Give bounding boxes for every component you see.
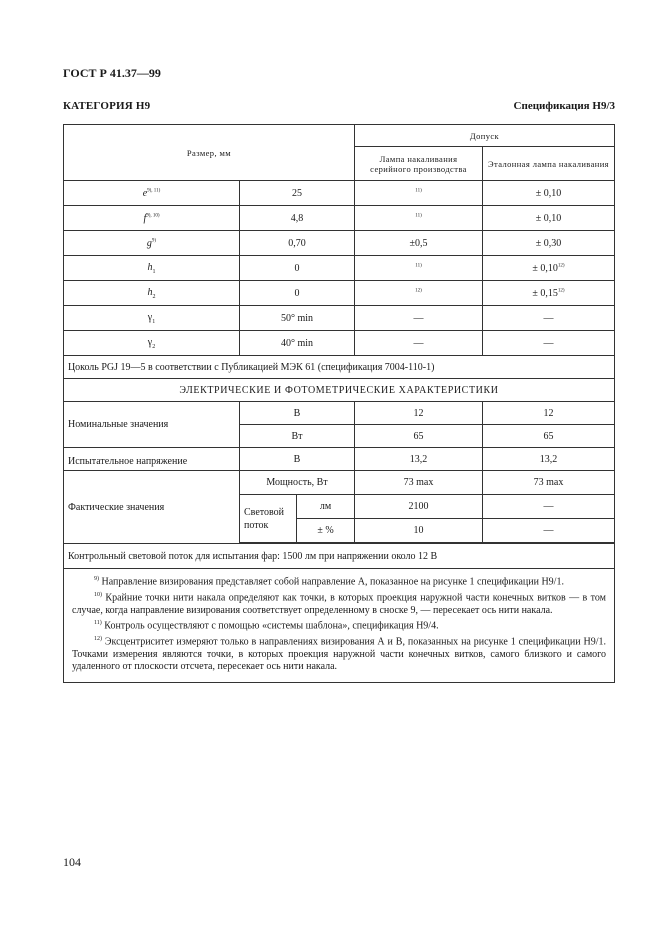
table-row: $\gamma_2$ 40° min — — xyxy=(64,331,615,356)
footnote: $^{9)}$ Направление визирования представляет собой направление А, показанное на рисунке 1 спецификации Н9/1. xyxy=(94,576,564,588)
footnote: $^{10)}$ Крайние точки нити накала определяют как точки, в которых проекция наружной части конечных витков — в том случае, когда направление визирования соответствует определенному в сноске 9, — пересекает ось нити накала. xyxy=(72,591,607,616)
table-row: $f^{9), 10)}$ 4,8 $^{11)}$ ± 0,10 xyxy=(64,206,615,231)
serial-tolerance: 11) xyxy=(415,213,422,219)
dimension-value: 0,70 xyxy=(240,231,355,256)
dimensions-table xyxy=(63,124,615,683)
reference-lamp-header: Эталонная лампа накаливания xyxy=(483,147,615,181)
reference-tolerance: — xyxy=(483,306,615,331)
dimension-value: 50° min xyxy=(240,306,355,331)
dimension-value: 0 xyxy=(240,281,355,306)
reference-tolerance: ± 0,30 xyxy=(483,231,615,256)
power-serial: 73 max xyxy=(355,471,483,495)
table-row: $g^{9)}$ 0,70 ±0,5 ± 0,30 xyxy=(64,231,615,256)
dimension-symbol: h xyxy=(147,286,153,298)
control-flux-note: Контрольный световой поток для испытания фар: 1500 лм при напряжении около 12 В xyxy=(64,544,615,569)
reference-tolerance: ± 0,10 xyxy=(483,181,615,206)
dimension-value: 40° min xyxy=(240,331,355,356)
nominal-unit: В xyxy=(240,402,355,425)
page-number: 104 xyxy=(63,855,81,869)
test-voltage-serial: 13,2 xyxy=(355,448,483,471)
serial-tolerance: 12) xyxy=(415,288,422,294)
flux-serial: 2100 xyxy=(355,495,482,519)
footnote: $^{12)}$ Эксцентриситет измеряют только в направлениях визирования А и В, показанных на рисунке 1 спецификации Н9/1. Точками измерения являются точки, в которых проекция наружной части конечных витков, самого близкого и самого удаленного от плоскости отсчета, пересекает ось нити накала. xyxy=(72,635,606,673)
flux-serial: 10 xyxy=(413,525,424,536)
table-row: $\gamma_1$ 50° min — — xyxy=(64,306,615,331)
serial-tolerance: — xyxy=(355,306,483,331)
nominal-unit: Вт xyxy=(240,425,355,448)
section-title: ЭЛЕКТРИЧЕСКИЕ И ФОТОМЕТРИЧЕСКИЕ ХАРАКТЕРИСТИКИ xyxy=(64,379,615,402)
flux-unit: лм xyxy=(297,495,355,519)
document-title: ГОСТ Р 41.37—99 xyxy=(63,66,161,80)
nominal-serial: 12 xyxy=(355,402,483,425)
dimension-symbol: e xyxy=(142,187,148,199)
power-label: Мощность, Вт xyxy=(240,471,355,495)
serial-tolerance: — xyxy=(355,331,483,356)
nominal-serial: 65 xyxy=(355,425,483,448)
reference-tolerance: — xyxy=(483,331,615,356)
serial-lamp-header: Лампа накаливания серийного производства xyxy=(355,147,483,181)
dimension-value: 4,8 xyxy=(240,206,355,231)
size-header: Размер, мм xyxy=(64,125,355,181)
serial-tolerance: ±0,5 xyxy=(355,231,483,256)
actual-values-label: Фактические значения xyxy=(64,471,240,544)
test-voltage-label: Испытательное напряжение xyxy=(64,448,240,471)
test-voltage-unit: В xyxy=(240,448,355,471)
nominal-reference: 65 xyxy=(483,425,615,448)
reference-tolerance: ± 0,10 xyxy=(483,206,615,231)
nominal-reference: 12 xyxy=(483,402,615,425)
specification-label: Спецификация Н9/3 xyxy=(513,100,615,112)
dimension-symbol: γ xyxy=(147,311,153,323)
dimension-value: 0 xyxy=(240,256,355,281)
category-label: КАТЕГОРИЯ Н9 xyxy=(63,100,151,112)
dimension-symbol: f xyxy=(143,212,147,224)
dimension-symbol: γ xyxy=(147,336,153,348)
power-reference: 73 max xyxy=(483,471,615,495)
cap-note: Цоколь PGJ 19—5 в соответствии с Публикацией МЭК 61 (спецификация 7004-110-1) xyxy=(64,356,615,379)
flux-reference: — xyxy=(543,525,554,536)
flux-reference: — xyxy=(483,495,614,519)
dimension-value: 25 xyxy=(240,181,355,206)
tolerance-header: Допуск xyxy=(355,125,615,147)
reference-tolerance: ± 0,15 xyxy=(532,287,558,299)
table-row: $h_1$ 0 $^{11)}$ ± $0,10^{12)}$ xyxy=(64,256,615,281)
table-row: $e^{9), 11)}$ 25 $^{11)}$ ± 0,10 xyxy=(64,181,615,206)
flux-label: Световой поток xyxy=(240,495,297,542)
reference-tolerance: ± 0,10 xyxy=(532,262,558,274)
dimension-symbol: g xyxy=(146,237,152,249)
test-voltage-reference: 13,2 xyxy=(483,448,615,471)
serial-tolerance: 11) xyxy=(415,188,422,194)
footnotes xyxy=(64,569,615,683)
flux-unit: ± % xyxy=(317,525,334,536)
nominal-label: Номинальные значения xyxy=(64,402,240,448)
footnote: $^{11)}$ Контроль осуществляют с помощью «системы шаблона», спецификация Н9/4. xyxy=(94,620,439,632)
table-row: $h_2$ 0 $^{12)}$ ± $0,15^{12)}$ xyxy=(64,281,615,306)
dimension-symbol: h xyxy=(147,261,153,273)
serial-tolerance: 11) xyxy=(415,263,422,269)
flux-subtable xyxy=(240,495,354,542)
